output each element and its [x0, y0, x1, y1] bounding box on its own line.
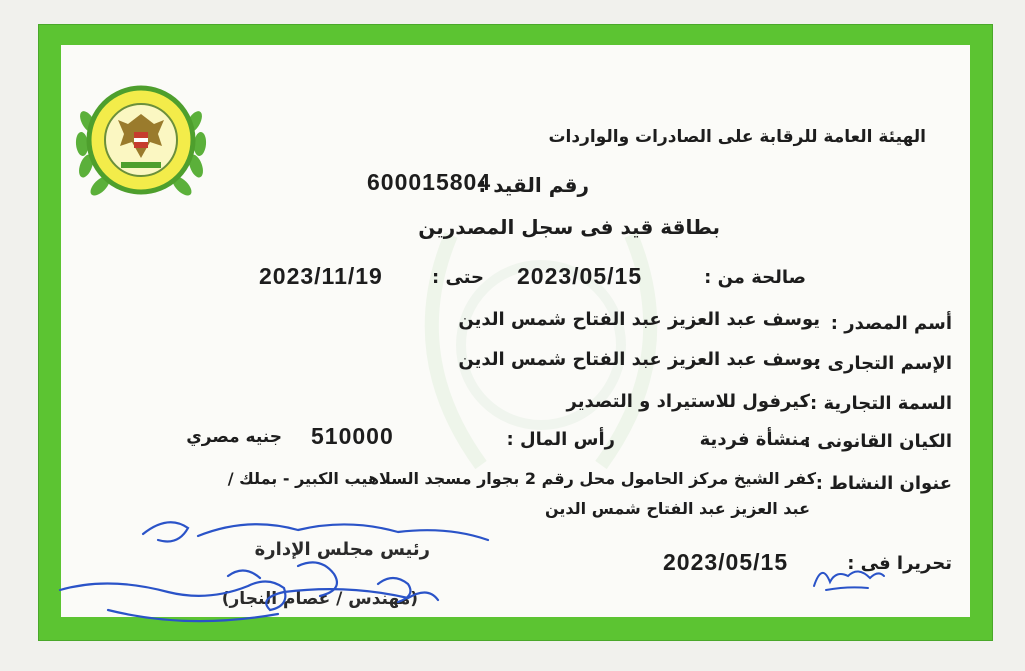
legal-entity-label: الكيان القانونى :: [803, 431, 952, 452]
valid-from-label: صالحة من :: [704, 267, 806, 288]
issued-on-date: 2023/05/15: [663, 549, 789, 575]
legal-entity: منشأة فردية: [699, 429, 810, 450]
signatory-name: (مهندس / عصام النجار): [221, 589, 418, 609]
card-title: بطاقة قيد فى سجل المصدرين: [418, 215, 720, 239]
capital-currency: جنيه مصري: [186, 427, 282, 447]
registration-number-label: رقم القيد :: [478, 173, 589, 197]
activity-address-label: عنوان النشاط :: [815, 473, 952, 494]
valid-from-date: 2023/05/15: [517, 263, 643, 289]
signatory-title: رئيس مجلس الإدارة: [254, 539, 430, 560]
trademark: كيرفول للاستيراد و التصدير: [566, 391, 810, 412]
valid-to-label: حتى :: [432, 267, 484, 288]
handwritten-initials-icon: [808, 556, 888, 596]
trade-name-label: الإسم التجارى :: [814, 353, 952, 374]
issued-on-label: تحريرا فى :: [847, 553, 952, 574]
valid-to-date: 2023/11/19: [259, 263, 383, 289]
capital-label: رأس المال :: [506, 429, 615, 450]
exporter-name: يوسف عبد العزيز عبد الفتاح شمس الدين: [458, 309, 820, 330]
activity-address-line-2: عبد العزيز عبد الفتاح شمس الدين: [545, 499, 810, 518]
trade-name: يوسف عبد العزيز عبد الفتاح شمس الدين: [458, 349, 820, 370]
activity-address-line-1: كفر الشيخ مركز الحامول محل رقم 2 بجوار مسجد السلاهيب الكبير - بملك /: [227, 469, 816, 488]
trademark-label: السمة التجارية :: [809, 393, 952, 414]
handwritten-signature-icon: [48, 506, 508, 636]
goeic-emblem-icon: [66, 62, 216, 212]
exporter-name-label: أسم المصدر :: [830, 313, 952, 334]
registration-number: 600015804: [367, 169, 492, 195]
issuing-authority: الهيئة العامة للرقابة على الصادرات والواردات: [548, 127, 926, 147]
capital-value: 510000: [311, 423, 394, 449]
